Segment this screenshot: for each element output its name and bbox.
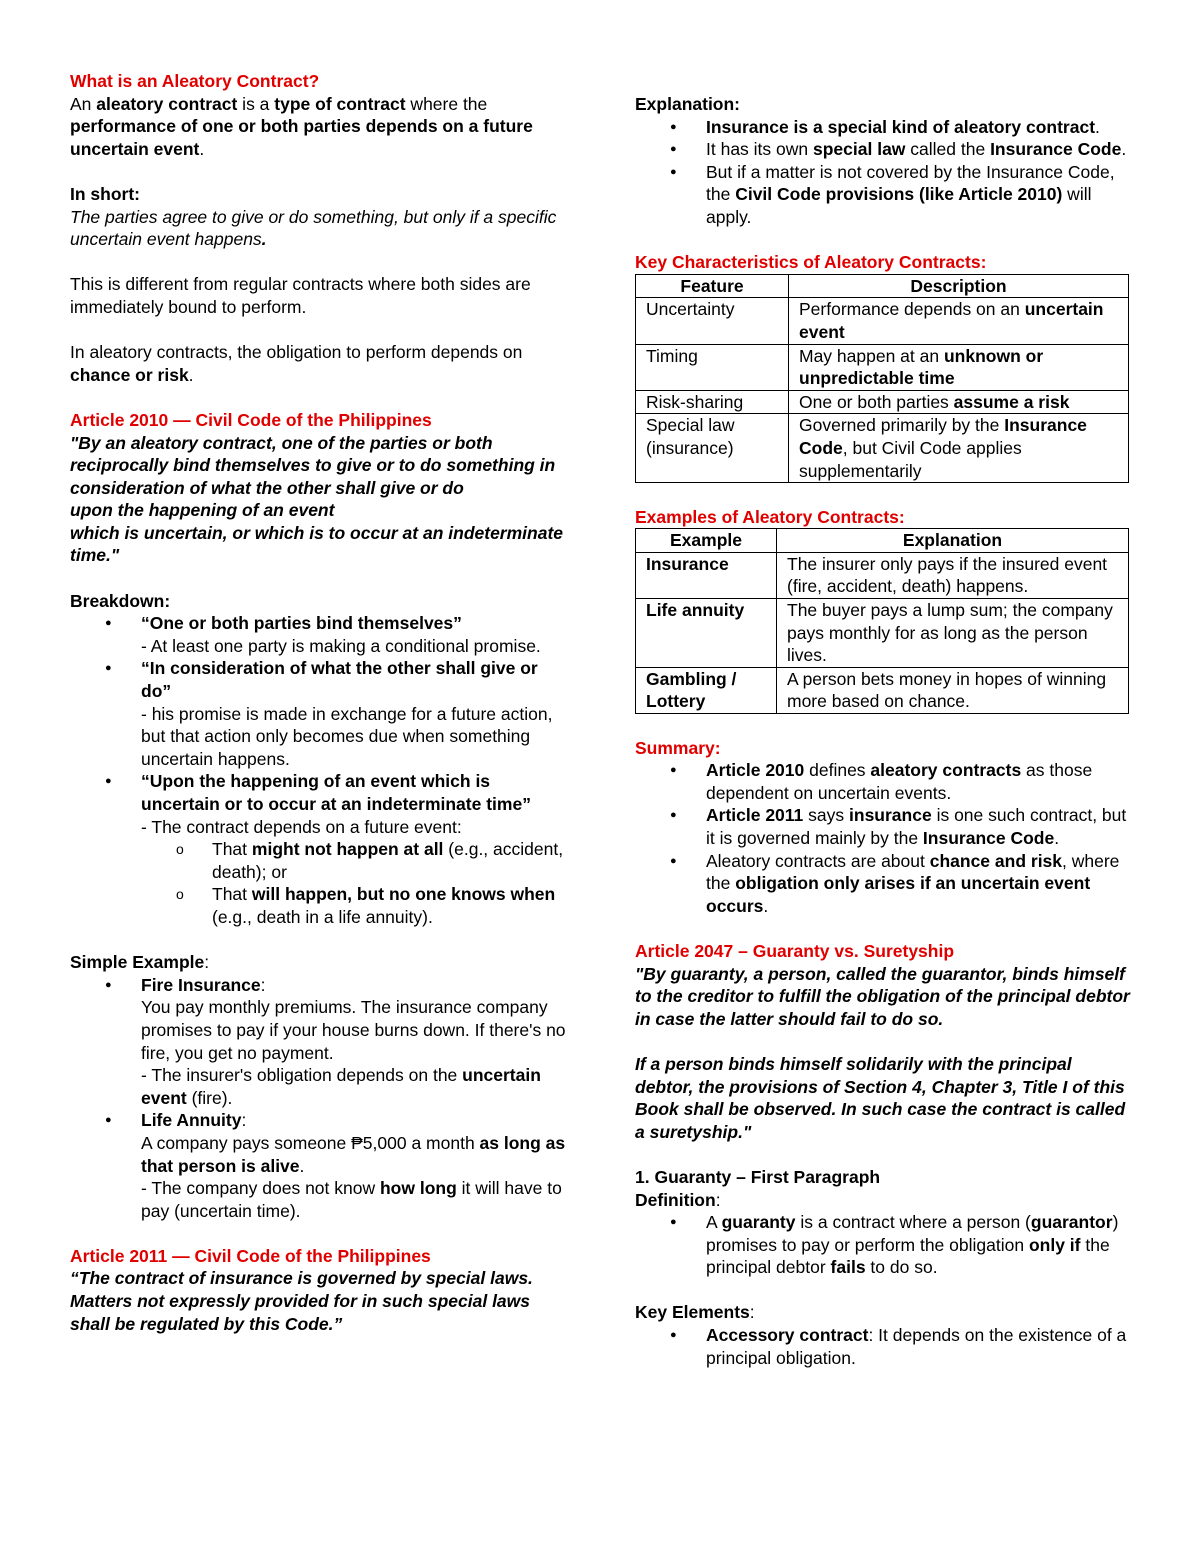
list-item: ● Life Annuity: A company pays someone ₱5,000 a month as long as that person is alive. - The company does not know how long it will have to pay (uncertain time). (70, 1109, 570, 1222)
breakdown-label: Breakdown: (70, 590, 171, 611)
definition-list (635, 1211, 1130, 1279)
in-short-label: In short: (70, 183, 140, 204)
heading-article-2011: Article 2011 — Civil Code of the Philippines (70, 1245, 431, 1266)
table-header-row: Example Explanation (636, 529, 1129, 553)
table-row: Insurance The insurer only pays if the insured event (fire, accident, death) happens. (636, 552, 1129, 598)
explanation-label: Explanation: (635, 94, 741, 114)
table-header-row: Feature Description (636, 274, 1129, 298)
table-row: Timing May happen at an unknown or unpredictable time (636, 344, 1129, 390)
table-row: Uncertainty Performance depends on an uncertain event (636, 298, 1129, 344)
guaranty-heading: 1. Guaranty – First Paragraph (635, 1166, 881, 1187)
key-elements-list (635, 1324, 1130, 1369)
sub-list-item: o That might not happen at all (e.g., accident, death); or (141, 838, 570, 883)
table-row: Special law (insurance) Governed primarily by the Insurance Code, but Civil Code applies supplementarily (636, 414, 1129, 483)
list-item: ● Article 2010 defines aleatory contracts as those dependent on uncertain events. (635, 759, 1130, 804)
heading-what-is: What is an Aleatory Contract? (70, 71, 320, 91)
heading-article-2010: Article 2010 — Civil Code of the Philippines (70, 409, 432, 430)
list-item: ● But if a matter is not covered by the Insurance Code, the Civil Code provisions (like Article 2010) will apply. (635, 161, 1130, 229)
table-row: Risk-sharing One or both parties assume a risk (636, 390, 1129, 414)
sub-list-item: o That will happen, but no one knows when (e.g., death in a life annuity). (141, 883, 570, 928)
list-item: ● Fire Insurance: You pay monthly premiums. The insurance company promises to pay if your house burns down. If there's no fire, you get no payment. - The insurer's obligation depends on the uncertain event (fire). (70, 974, 570, 1110)
list-item: ● Article 2011 says insurance is one such contract, but it is governed mainly by the Insurance Code. (635, 804, 1130, 849)
different-note: This is different from regular contracts where both sides are immediately bound to perform. (70, 274, 531, 317)
simple-example-label: Simple Example: (70, 952, 210, 973)
breakdown-list (70, 612, 570, 928)
table-row: Gambling / Lottery A person bets money in hopes of winning more based on chance. (636, 667, 1129, 713)
explanation-list (635, 116, 1130, 229)
examples-table (635, 528, 1129, 714)
list-item: ● “In consideration of what the other shall give or do” - his promise is made in exchange for a future action, but that action only becomes due when something uncertain happens. (70, 657, 570, 770)
summary-list (635, 759, 1130, 917)
aleatory-definition: An aleatory contract is a type of contract where the performance of one or both parties depends on a future uncertain event. (70, 93, 533, 159)
left-column (70, 70, 570, 1335)
heading-examples: Examples of Aleatory Contracts: (635, 506, 905, 527)
list-item: ● “One or both parties bind themselves” - At least one party is making a conditional promise. (70, 612, 570, 657)
list-item: ● Accessory contract: It depends on the existence of a principal obligation. (635, 1324, 1130, 1369)
heading-summary: Summary: (635, 737, 721, 758)
simple-example-list (70, 974, 570, 1223)
table-row: Life annuity The buyer pays a lump sum; the company pays monthly for as long as the person lives. (636, 599, 1129, 668)
right-column (635, 93, 1130, 1369)
heading-article-2047: Article 2047 – Guaranty vs. Suretyship (635, 940, 955, 961)
article-2047-quote-2: If a person binds himself solidarily with the principal debtor, the provisions of Section 4, Chapter 3, Title I of this Book shall be observed. In such case the contract is called a suretyship." (635, 1053, 1126, 1142)
list-item: ● Insurance is a special kind of aleatory contract. (635, 116, 1130, 139)
definition-label: Definition: (635, 1189, 721, 1210)
list-item: ● It has its own special law called the Insurance Code. (635, 138, 1130, 161)
in-short-text: The parties agree to give or do something, but only if a specific uncertain event happens. (70, 206, 557, 250)
list-item: ● A guaranty is a contract where a person (guarantor) promises to pay or perform the obligation only if the principal debtor fails to do so. (635, 1211, 1130, 1279)
list-item: ● Aleatory contracts are about chance and risk, where the obligation only arises if an uncertain event occurs. (635, 850, 1130, 918)
article-2010-quote-3: which is uncertain, or which is to occur at an indeterminate time." (70, 522, 564, 566)
article-2011-quote: “The contract of insurance is governed by special laws. Matters not expressly provided for in such special laws shall be regulated by this Code.” (70, 1268, 533, 1334)
heading-key-characteristics: Key Characteristics of Aleatory Contracts: (635, 252, 987, 273)
article-2010-quote: "By an aleatory contract, one of the parties or both reciprocally bind themselves to give or to do something in consideration of what the other shall give or do (70, 432, 556, 498)
article-2047-quote-1: "By guaranty, a person, called the guarantor, binds himself to the creditor to fulfill the obligation of the principal debtor in case the latter should fail to do so. (635, 963, 1130, 1029)
key-characteristics-table (635, 274, 1129, 483)
sub-list (141, 838, 570, 928)
article-2010-quote-2: upon the happening of an event (70, 500, 335, 521)
key-elements-label: Key Elements: (635, 1302, 755, 1323)
aleatory-depends: In aleatory contracts, the obligation to perform depends on chance or risk. (70, 342, 523, 385)
list-item: ● “Upon the happening of an event which is uncertain or to occur at an indeterminate time” - The contract depends on a future event: o That might not happen at all (e.g., accident, death); or o That will happen, but no one knows when (e.g., death in a life annuity). (70, 770, 570, 928)
